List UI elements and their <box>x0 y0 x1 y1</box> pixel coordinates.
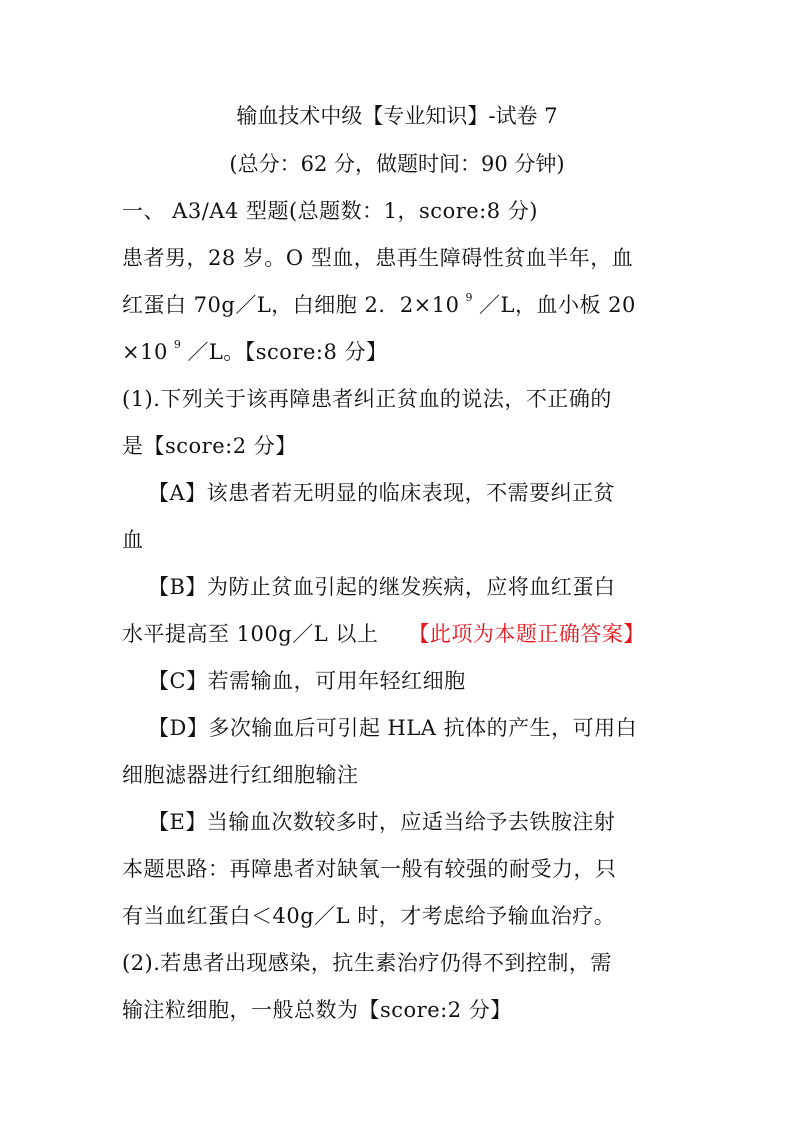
option-e: 【E】当输血次数较多时，应适当给予去铁胺注射 <box>148 810 616 834</box>
case-line-3-superscript: 9 <box>173 338 182 351</box>
question-1-line-1: (1).下列关于该再障患者纠正贫血的说法，不正确的 <box>122 387 612 411</box>
case-line-3-a: ×10 <box>122 340 168 364</box>
option-a-line-1: 【A】该患者若无明显的临床表现，不需要纠正贫 <box>148 481 616 505</box>
case-line-2 <box>122 289 636 319</box>
page-subtitle: (总分：62 分，做题时间：90 分钟) <box>229 152 565 176</box>
explanation-line-1: 本题思路：再障患者对缺氧一般有较强的耐受力，只 <box>122 857 617 881</box>
correct-answer-mark: 【此项为本题正确答案】 <box>408 622 645 646</box>
question-2-line-1: (2).若患者出现感染，抗生素治疗仍得不到控制，需 <box>122 951 612 975</box>
option-b-line-2 <box>122 618 645 648</box>
case-line-3 <box>122 336 388 366</box>
option-d-line-2: 细胞滤器进行红细胞输注 <box>122 763 359 787</box>
question-1-line-2: 是【score:2 分】 <box>122 434 297 458</box>
case-line-2-a: 红蛋白 70g／L，白细胞 2．2×10 <box>122 293 460 317</box>
option-d-line-1: 【D】多次输血后可引起 HLA 抗体的产生，可用白 <box>148 716 638 740</box>
case-line-2-superscript: 9 <box>465 291 473 304</box>
option-a-line-2: 血 <box>122 528 144 552</box>
case-line-1: 患者男，28 岁。O 型血，患再生障碍性贫血半年，血 <box>122 246 634 270</box>
section-heading: 一、 A3/A4 型题(总题数：1，score:8 分) <box>122 199 538 223</box>
option-b-text: 水平提高至 100g／L 以上 <box>122 622 379 646</box>
case-line-3-b: ／L。【score:8 分】 <box>187 340 388 364</box>
question-2-line-2: 输注粒细胞，一般总数为【score:2 分】 <box>122 998 512 1022</box>
option-b-line-1: 【B】为防止贫血引起的继发疾病，应将血红蛋白 <box>148 575 616 599</box>
case-line-2-b: ／L，血小板 20 <box>479 293 636 317</box>
explanation-line-2: 有当血红蛋白＜40g／L 时，才考虑给予输血治疗。 <box>122 904 616 928</box>
page-title: 输血技术中级【专业知识】-试卷 7 <box>236 104 558 128</box>
option-c: 【C】若需输血，可用年轻红细胞 <box>148 669 466 693</box>
